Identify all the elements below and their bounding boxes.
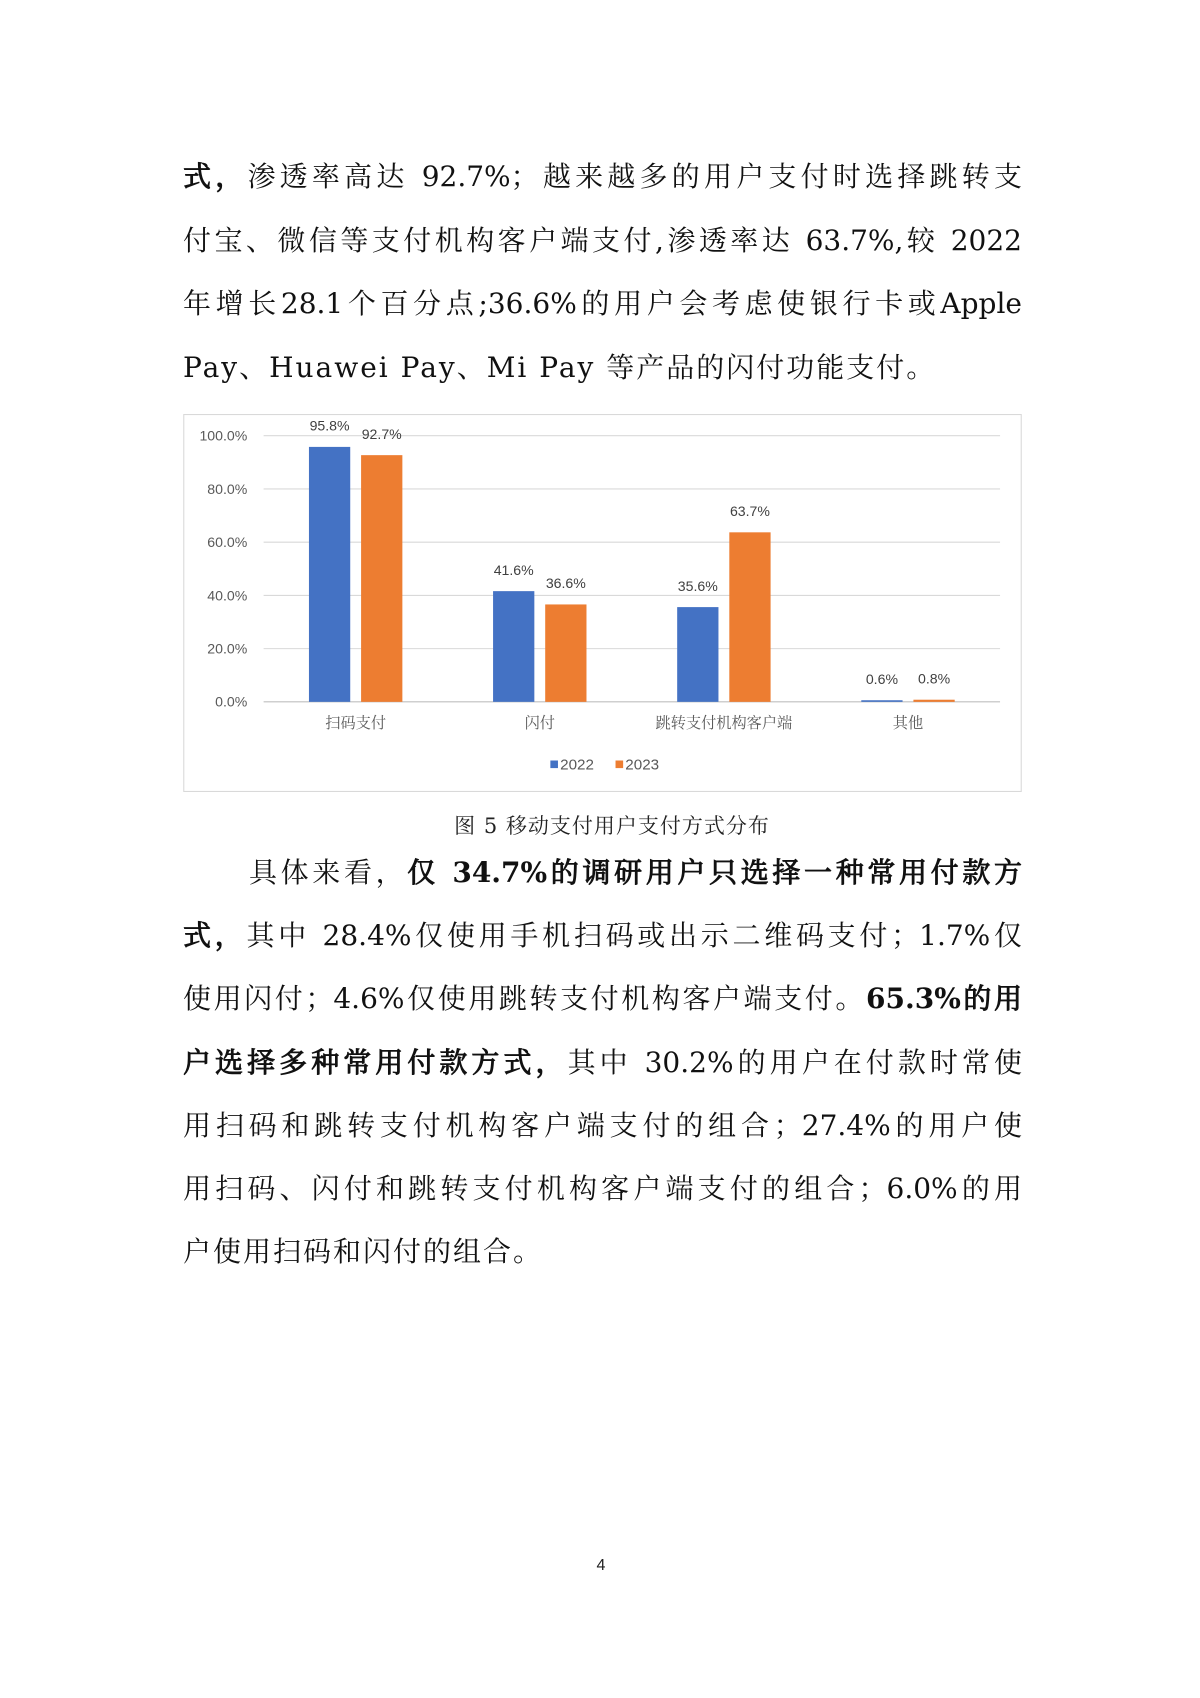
figure-caption: 图 5 移动支付用户支付方式分布 xyxy=(454,814,770,838)
y-tick-label: 80.0% xyxy=(207,480,248,497)
paragraph-2-line-3 xyxy=(183,967,1022,1030)
bold-text: 式， xyxy=(183,160,248,193)
paragraph-2-line-4 xyxy=(183,1031,1022,1094)
bold-text: 65.3%的用 xyxy=(866,982,1022,1016)
paragraph-2-line-1 xyxy=(183,841,1022,904)
legend-label: 2022 xyxy=(560,756,594,774)
bar-chart xyxy=(183,414,1022,792)
paragraph-1-line-4: Pay、Huawei Pay、Mi Pay 等产品的闪付功能支付。 xyxy=(183,350,937,384)
body-text: 具体来看， xyxy=(249,856,408,889)
data-label: 95.8% xyxy=(309,417,350,434)
paragraph-1-line-1 xyxy=(183,145,1022,209)
bar-2023-category-2 xyxy=(729,532,770,702)
data-label: 63.7% xyxy=(729,503,770,520)
paragraph-1 xyxy=(183,145,1022,399)
data-label: 36.6% xyxy=(545,575,586,592)
category-label: 闪付 xyxy=(524,714,555,732)
paragraph-1-line-3: 年增长28.1个百分点;36.6%的用户会考虑使银行卡或Apple xyxy=(183,287,1022,320)
category-label: 跳转支付机构客户端 xyxy=(655,714,793,732)
legend-swatch-2023 xyxy=(616,761,624,769)
bar-2022-category-1 xyxy=(493,591,534,702)
bar-2023-category-0 xyxy=(361,455,402,702)
body-text: 使用闪付；4.6%仅使用跳转支付机构客户端支付。 xyxy=(183,982,866,1016)
legend-label: 2023 xyxy=(625,756,660,774)
y-tick-label: 60.0% xyxy=(207,534,248,551)
y-tick-label: 40.0% xyxy=(207,587,248,604)
data-label: 0.8% xyxy=(917,670,951,687)
category-label: 其他 xyxy=(892,714,924,732)
body-text: 渗透率高达 92.7%；越来越多的用户支付时选择跳转支 xyxy=(247,160,1022,193)
paragraph-2-line-5: 用扫码和跳转支付机构客户端支付的组合；27.4%的用户使 xyxy=(183,1108,1022,1142)
bold-text: 式， xyxy=(183,919,247,953)
data-label: 92.7% xyxy=(361,425,402,442)
y-tick-label: 0.0% xyxy=(215,693,248,710)
bar-2023-category-3 xyxy=(913,700,954,702)
paragraph-2-line-7: 户使用扫码和闪付的组合。 xyxy=(183,1235,544,1269)
data-label: 41.6% xyxy=(493,561,534,578)
body-text: 其中 30.2%的用户在付款时常使 xyxy=(567,1045,1022,1079)
paragraph-1-line-2: 付宝、微信等支付机构客户端支付,渗透率达 63.7%,较 2022 xyxy=(183,223,1022,257)
y-tick-label: 20.0% xyxy=(207,640,248,657)
bold-text: 户选择多种常用付款方式， xyxy=(183,1045,568,1079)
y-tick-label: 100.0% xyxy=(199,427,248,444)
payment-method-chart xyxy=(183,414,1022,792)
legend-swatch-2022 xyxy=(550,761,558,769)
paragraph-2 xyxy=(183,841,1022,1283)
bar-2022-category-0 xyxy=(309,447,350,702)
paragraph-2-line-6: 用扫码、闪付和跳转支付机构客户端支付的组合；6.0%的用 xyxy=(183,1171,1022,1205)
data-label: 0.6% xyxy=(865,670,899,687)
bar-2022-category-3 xyxy=(861,700,902,702)
category-label: 扫码支付 xyxy=(325,714,387,732)
body-text: 其中 28.4%仅使用手机扫码或出示二维码支付；1.7%仅 xyxy=(246,919,1022,953)
bar-2022-category-2 xyxy=(677,607,718,702)
bar-2023-category-1 xyxy=(545,604,586,701)
bold-text: 仅 34.7%的调研用户只选择一种常用付款方 xyxy=(407,856,1022,889)
paragraph-2-line-2 xyxy=(183,904,1022,967)
data-label: 35.6% xyxy=(677,577,718,594)
page-number: 4 xyxy=(596,1557,606,1574)
